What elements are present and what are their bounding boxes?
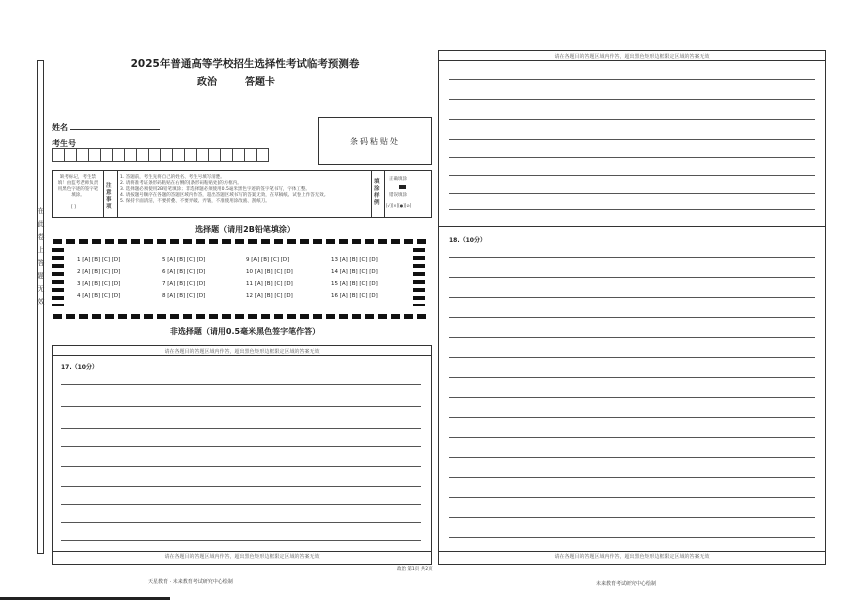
timing-marks-top: [53, 239, 429, 244]
fill-wrong: 错误填涂: [389, 193, 407, 198]
q18-label: 18.（10分）: [449, 237, 486, 244]
fill-correct-sample: [399, 185, 406, 189]
choice-row[interactable]: 15 [A] [B] [C] [D]: [331, 281, 378, 287]
footer-left: 天星教育 · 未来教育考试研究中心绘制: [148, 579, 233, 585]
choice-column-1: [77, 257, 120, 305]
notes-label: 注意事项: [106, 183, 112, 210]
q17-label: 17.（10分）: [61, 364, 98, 371]
note-2: 2. 请将准考证条形码粘贴在右侧的[条形码粘贴处]的方框内。: [120, 181, 242, 186]
q17-panel: [52, 345, 432, 565]
name-field[interactable]: [70, 129, 160, 130]
choice-row[interactable]: 8 [A] [B] [C] [D]: [162, 293, 206, 299]
card-name: 答题卡: [245, 77, 275, 88]
choice-row[interactable]: 7 [A] [B] [C] [D]: [162, 281, 206, 287]
note-5: 5. 保持卡面清洁，不要折叠、不要弄破、弄皱，不准使用涂改液、刮纸刀。: [120, 199, 270, 204]
id-label: 考生号: [52, 139, 76, 148]
exam-title: 2025年普通高等学校招生选择性考试临考预测卷: [130, 58, 360, 70]
choice-row[interactable]: 9 [A] [B] [C] [D]: [246, 257, 290, 263]
barcode-area: 条码粘贴处: [318, 117, 432, 165]
footer-right: 未来教育考试研究中心绘制: [596, 581, 657, 587]
footer-page: 政治 第1页 共2页: [397, 567, 433, 572]
absent-mark[interactable]: [ ]: [71, 205, 76, 210]
note-3: 3. 选择题必须使用2B铅笔填涂；非选择题必须使用0.5毫米黑色字迹的签字笔书写，字体工整。: [120, 187, 310, 192]
id-boxes[interactable]: [52, 148, 268, 162]
choice-row[interactable]: 12 [A] [B] [C] [D]: [246, 293, 293, 299]
choice-row[interactable]: 13 [A] [B] [C] [D]: [331, 257, 378, 263]
right-warning-bottom: 请在各题目的答题区域内作答，超出黑色矩形边框限定区域的答案无效: [554, 554, 710, 560]
scan-edge-bar: [0, 597, 170, 600]
subject: 政治: [197, 77, 217, 88]
q17-warning-top: 请在各题目的答题区域内作答，超出黑色矩形边框限定区域的答案无效: [164, 349, 320, 355]
absent-note: 缺考标记，考生禁填！由监考老师负责用黑色字迹的签字笔填涂。: [57, 175, 99, 198]
choice-row[interactable]: 11 [A] [B] [C] [D]: [246, 281, 293, 287]
choice-column-4: [331, 257, 378, 305]
choice-column-3: [246, 257, 293, 305]
choice-row[interactable]: 4 [A] [B] [C] [D]: [77, 293, 121, 299]
timing-marks-bottom: [53, 314, 429, 319]
choice-row[interactable]: 10 [A] [B] [C] [D]: [246, 269, 293, 275]
timing-marks-right: [413, 248, 425, 306]
name-label: 姓名: [52, 123, 68, 132]
nonchoice-title: 非选择题（请用0.5毫米黑色签字笔作答）: [169, 327, 321, 336]
notes-box: [52, 170, 432, 218]
choice-row[interactable]: 2 [A] [B] [C] [D]: [77, 269, 121, 275]
fill-correct: 正确填涂: [389, 177, 407, 182]
choice-title: 选择题（请用2B铅笔填涂）: [195, 225, 295, 234]
choice-row[interactable]: 16 [A] [B] [C] [D]: [331, 293, 378, 299]
choice-row[interactable]: 3 [A] [B] [C] [D]: [77, 281, 121, 287]
choice-row[interactable]: 1 [A] [B] [C] [D]: [77, 257, 121, 263]
note-4: 4. 请按题号顺序在各题的答题区域内作答，超出答题区域书写的答案无效，在草稿纸、试卷上作答无效。: [120, 193, 329, 198]
choice-row[interactable]: 5 [A] [B] [C] [D]: [162, 257, 206, 263]
note-1: 1. 答题前，考生先将自己的姓名、考生号填写清楚。: [120, 175, 225, 180]
right-warning-top: 请在各题目的答题区域内作答，超出黑色矩形边框限定区域的答案无效: [554, 54, 710, 60]
choice-column-2: [162, 257, 205, 305]
right-answer-panel: [438, 50, 826, 565]
timing-marks-left: [52, 248, 64, 306]
choice-row[interactable]: 14 [A] [B] [C] [D]: [331, 269, 378, 275]
choice-row[interactable]: 6 [A] [B] [C] [D]: [162, 269, 206, 275]
fill-wrong-sample: [√][×][●][⊘]: [386, 203, 412, 208]
fill-label: 填涂样例: [374, 179, 380, 206]
q17-warning-bottom: 请在各题目的答题区域内作答，超出黑色矩形边框限定区域的答案无效: [164, 554, 320, 560]
side-note: 在此卷上答题无效: [37, 207, 45, 306]
notes-list: [120, 175, 370, 205]
